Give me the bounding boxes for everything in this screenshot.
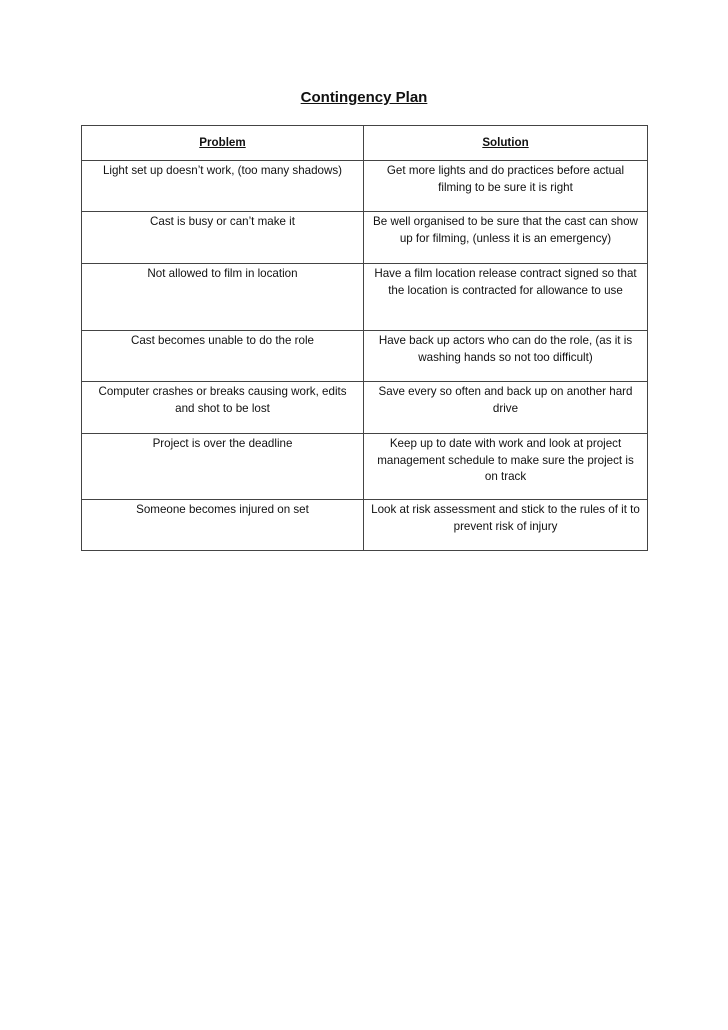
solution-cell: Have back up actors who can do the role, (as it is washing hands so not too difficult): [364, 331, 648, 382]
table-header-row: [82, 126, 648, 161]
table-row: [82, 161, 648, 212]
solution-cell: Get more lights and do practices before actual filming to be sure it is right: [364, 161, 648, 212]
problem-cell: Light set up doesn’t work, (too many shadows): [82, 161, 364, 212]
table-row: [82, 264, 648, 331]
contingency-table: [81, 125, 648, 551]
problem-cell: Computer crashes or breaks causing work, edits and shot to be lost: [82, 382, 364, 434]
problem-cell: Someone becomes injured on set: [82, 500, 364, 551]
solution-cell: Have a film location release contract signed so that the location is contracted for allowance to use: [364, 264, 648, 331]
page-title: Contingency Plan: [300, 89, 428, 106]
solution-cell: Save every so often and back up on another hard drive: [364, 382, 648, 434]
solution-cell: Be well organised to be sure that the cast can show up for filming, (unless it is an emergency): [364, 212, 648, 264]
solution-cell: Keep up to date with work and look at project management schedule to make sure the project is on track: [364, 434, 648, 500]
table-row: [82, 500, 648, 551]
problem-cell: Cast is busy or can’t make it: [82, 212, 364, 264]
solution-cell: Look at risk assessment and stick to the rules of it to prevent risk of injury: [364, 500, 648, 551]
solution-column-header: Solution: [364, 126, 648, 161]
table-row: [82, 382, 648, 434]
problem-cell: Cast becomes unable to do the role: [82, 331, 364, 382]
table-row: [82, 331, 648, 382]
problem-cell: Not allowed to film in location: [82, 264, 364, 331]
table-row: [82, 434, 648, 500]
problem-column-header: Problem: [82, 126, 364, 161]
table-row: [82, 212, 648, 264]
problem-cell: Project is over the deadline: [82, 434, 364, 500]
